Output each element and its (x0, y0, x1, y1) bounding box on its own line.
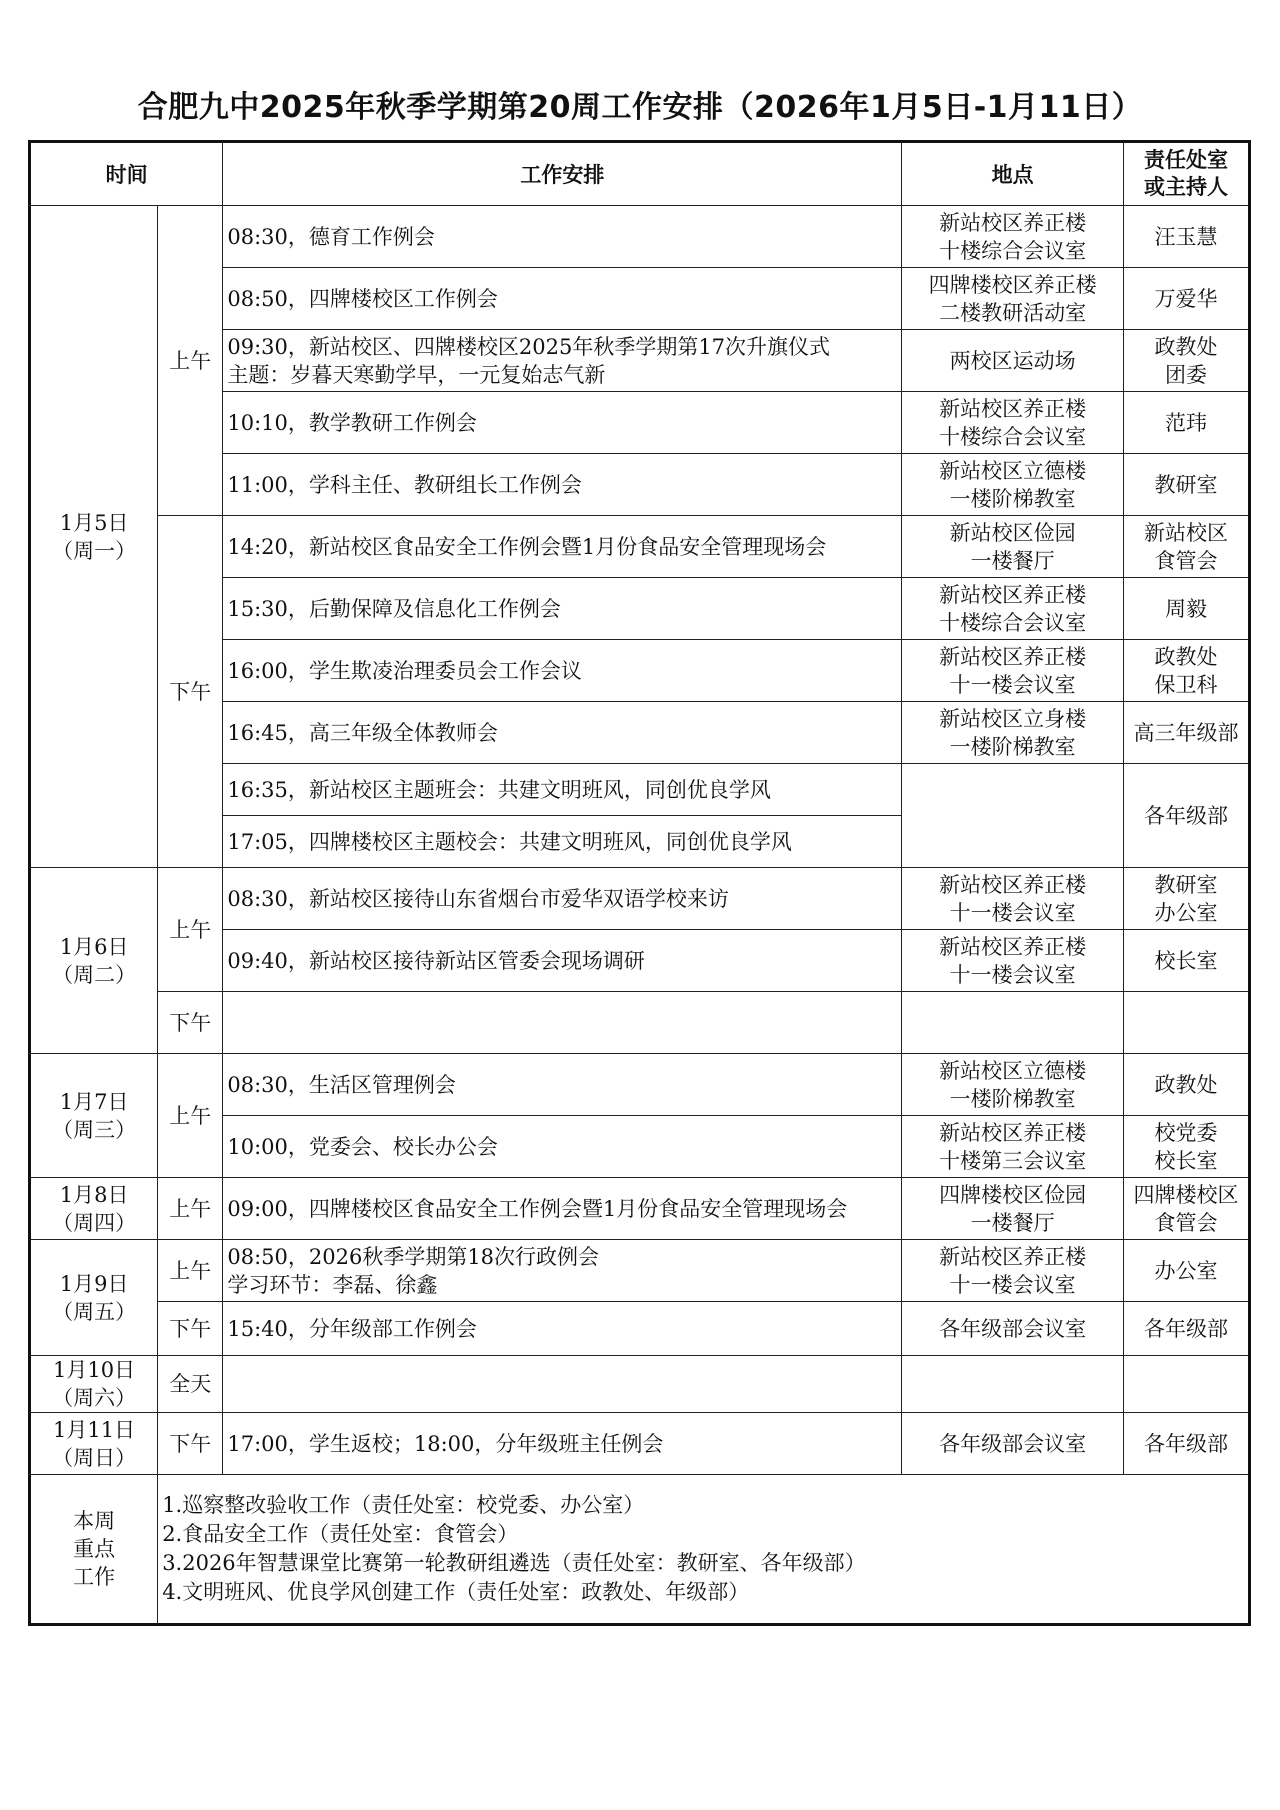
work-cell (223, 1356, 902, 1413)
page-title: 合肥九中2025年秋季学期第20周工作安排（2026年1月5日-1月11日） (137, 90, 1143, 125)
location-cell: 各年级部会议室 (902, 1302, 1124, 1356)
header-time: 时间 (30, 142, 223, 206)
table-row (30, 206, 1250, 268)
table-row (30, 992, 1250, 1054)
owner-cell: 汪玉慧 (1123, 206, 1249, 268)
owner-cell: 校党委 校长室 (1123, 1116, 1249, 1178)
focus-list (158, 1475, 1250, 1625)
location-cell: 新站校区养正楼 十一楼会议室 (902, 640, 1124, 702)
owner-cell (1123, 992, 1249, 1054)
period-cell: 上午 (158, 1240, 223, 1302)
work-cell: 08:50，2026秋季学期第18次行政例会 学习环节：李磊、徐鑫 (223, 1240, 902, 1302)
work-cell (223, 992, 902, 1054)
owner-cell: 新站校区 食管会 (1123, 516, 1249, 578)
table-row (30, 1240, 1250, 1302)
work-cell: 09:30，新站校区、四牌楼校区2025年秋季学期第17次升旗仪式 主题：岁暮天寒勤学早，一元复始志气新 (223, 330, 902, 392)
table-row (30, 868, 1250, 930)
owner-cell: 校长室 (1123, 930, 1249, 992)
period-cell: 下午 (158, 1302, 223, 1356)
table-row (30, 1356, 1250, 1413)
header-location: 地点 (902, 142, 1124, 206)
location-cell: 新站校区养正楼 十一楼会议室 (902, 930, 1124, 992)
date-cell: 1月7日 （周三） (30, 1054, 158, 1178)
location-cell: 各年级部会议室 (902, 1413, 1124, 1475)
period-cell: 下午 (158, 516, 223, 868)
focus-item: 2.食品安全工作（责任处室：食管会） (162, 1522, 519, 1546)
work-cell: 11:00，学科主任、教研组长工作例会 (223, 454, 902, 516)
location-cell: 新站校区养正楼 十楼综合会议室 (902, 578, 1124, 640)
work-cell: 08:30，德育工作例会 (223, 206, 902, 268)
location-cell: 新站校区养正楼 十楼综合会议室 (902, 206, 1124, 268)
date-cell: 1月5日 （周一） (30, 206, 158, 868)
owner-cell: 政教处 团委 (1123, 330, 1249, 392)
focus-item: 3.2026年智慧课堂比赛第一轮教研组遴选（责任处室：教研室、各年级部） (162, 1551, 866, 1575)
location-cell: 新站校区养正楼 十一楼会议室 (902, 1240, 1124, 1302)
focus-item: 4.文明班风、优良学风创建工作（责任处室：政教处、年级部） (162, 1580, 750, 1604)
focus-row (30, 1475, 1250, 1625)
owner-cell: 各年级部 (1123, 764, 1249, 868)
location-cell: 四牌楼校区俭园 一楼餐厅 (902, 1178, 1124, 1240)
table-row (30, 1054, 1250, 1116)
work-cell: 15:40，分年级部工作例会 (223, 1302, 902, 1356)
table-row (30, 516, 1250, 578)
date-cell: 1月9日 （周五） (30, 1240, 158, 1356)
owner-cell: 教研室 办公室 (1123, 868, 1249, 930)
date-cell: 1月11日 （周日） (30, 1413, 158, 1475)
schedule-table (28, 140, 1251, 1626)
period-cell: 上午 (158, 206, 223, 516)
location-cell (902, 764, 1124, 868)
work-cell: 16:00，学生欺凌治理委员会工作会议 (223, 640, 902, 702)
work-cell: 14:20，新站校区食品安全工作例会暨1月份食品安全管理现场会 (223, 516, 902, 578)
owner-cell: 政教处 (1123, 1054, 1249, 1116)
owner-cell: 各年级部 (1123, 1302, 1249, 1356)
header-work: 工作安排 (223, 142, 902, 206)
owner-cell: 高三年级部 (1123, 702, 1249, 764)
work-cell: 10:10，教学教研工作例会 (223, 392, 902, 454)
location-cell: 新站校区俭园 一楼餐厅 (902, 516, 1124, 578)
header-row (30, 142, 1250, 206)
period-cell: 全天 (158, 1356, 223, 1413)
header-owner: 责任处室 或主持人 (1123, 142, 1249, 206)
period-cell: 下午 (158, 992, 223, 1054)
date-cell: 1月6日 （周二） (30, 868, 158, 1054)
location-cell: 新站校区立德楼 一楼阶梯教室 (902, 1054, 1124, 1116)
location-cell: 四牌楼校区养正楼 二楼教研活动室 (902, 268, 1124, 330)
focus-label: 本周 重点 工作 (30, 1475, 158, 1625)
work-cell: 16:35，新站校区主题班会：共建文明班风，同创优良学风 (223, 764, 902, 816)
work-cell: 10:00，党委会、校长办公会 (223, 1116, 902, 1178)
focus-item: 1.巡察整改验收工作（责任处室：校党委、办公室） (162, 1493, 645, 1517)
owner-cell (1123, 1356, 1249, 1413)
location-cell (902, 1356, 1124, 1413)
location-cell: 新站校区养正楼 十一楼会议室 (902, 868, 1124, 930)
location-cell (902, 992, 1124, 1054)
date-cell: 1月10日 （周六） (30, 1356, 158, 1413)
period-cell: 上午 (158, 1054, 223, 1178)
work-cell: 08:30，新站校区接待山东省烟台市爱华双语学校来访 (223, 868, 902, 930)
owner-cell: 范玮 (1123, 392, 1249, 454)
owner-cell: 各年级部 (1123, 1413, 1249, 1475)
owner-cell: 万爱华 (1123, 268, 1249, 330)
owner-cell: 办公室 (1123, 1240, 1249, 1302)
owner-cell: 政教处 保卫科 (1123, 640, 1249, 702)
work-cell: 09:40，新站校区接待新站区管委会现场调研 (223, 930, 902, 992)
work-cell: 09:00，四牌楼校区食品安全工作例会暨1月份食品安全管理现场会 (223, 1178, 902, 1240)
location-cell: 新站校区立身楼 一楼阶梯教室 (902, 702, 1124, 764)
location-cell: 新站校区养正楼 十楼第三会议室 (902, 1116, 1124, 1178)
table-row (30, 1413, 1250, 1475)
location-cell: 新站校区养正楼 十楼综合会议室 (902, 392, 1124, 454)
owner-cell: 四牌楼校区 食管会 (1123, 1178, 1249, 1240)
work-cell: 17:00，学生返校；18:00，分年级班主任例会 (223, 1413, 902, 1475)
table-row (30, 1178, 1250, 1240)
work-cell: 08:30，生活区管理例会 (223, 1054, 902, 1116)
work-cell: 15:30，后勤保障及信息化工作例会 (223, 578, 902, 640)
period-cell: 上午 (158, 1178, 223, 1240)
date-cell: 1月8日 （周四） (30, 1178, 158, 1240)
owner-cell: 周毅 (1123, 578, 1249, 640)
work-cell: 08:50，四牌楼校区工作例会 (223, 268, 902, 330)
work-cell: 16:45，高三年级全体教师会 (223, 702, 902, 764)
work-cell: 17:05，四牌楼校区主题校会：共建文明班风，同创优良学风 (223, 816, 902, 868)
period-cell: 下午 (158, 1413, 223, 1475)
location-cell: 两校区运动场 (902, 330, 1124, 392)
location-cell: 新站校区立德楼 一楼阶梯教室 (902, 454, 1124, 516)
owner-cell: 教研室 (1123, 454, 1249, 516)
table-row (30, 1302, 1250, 1356)
period-cell: 上午 (158, 868, 223, 992)
